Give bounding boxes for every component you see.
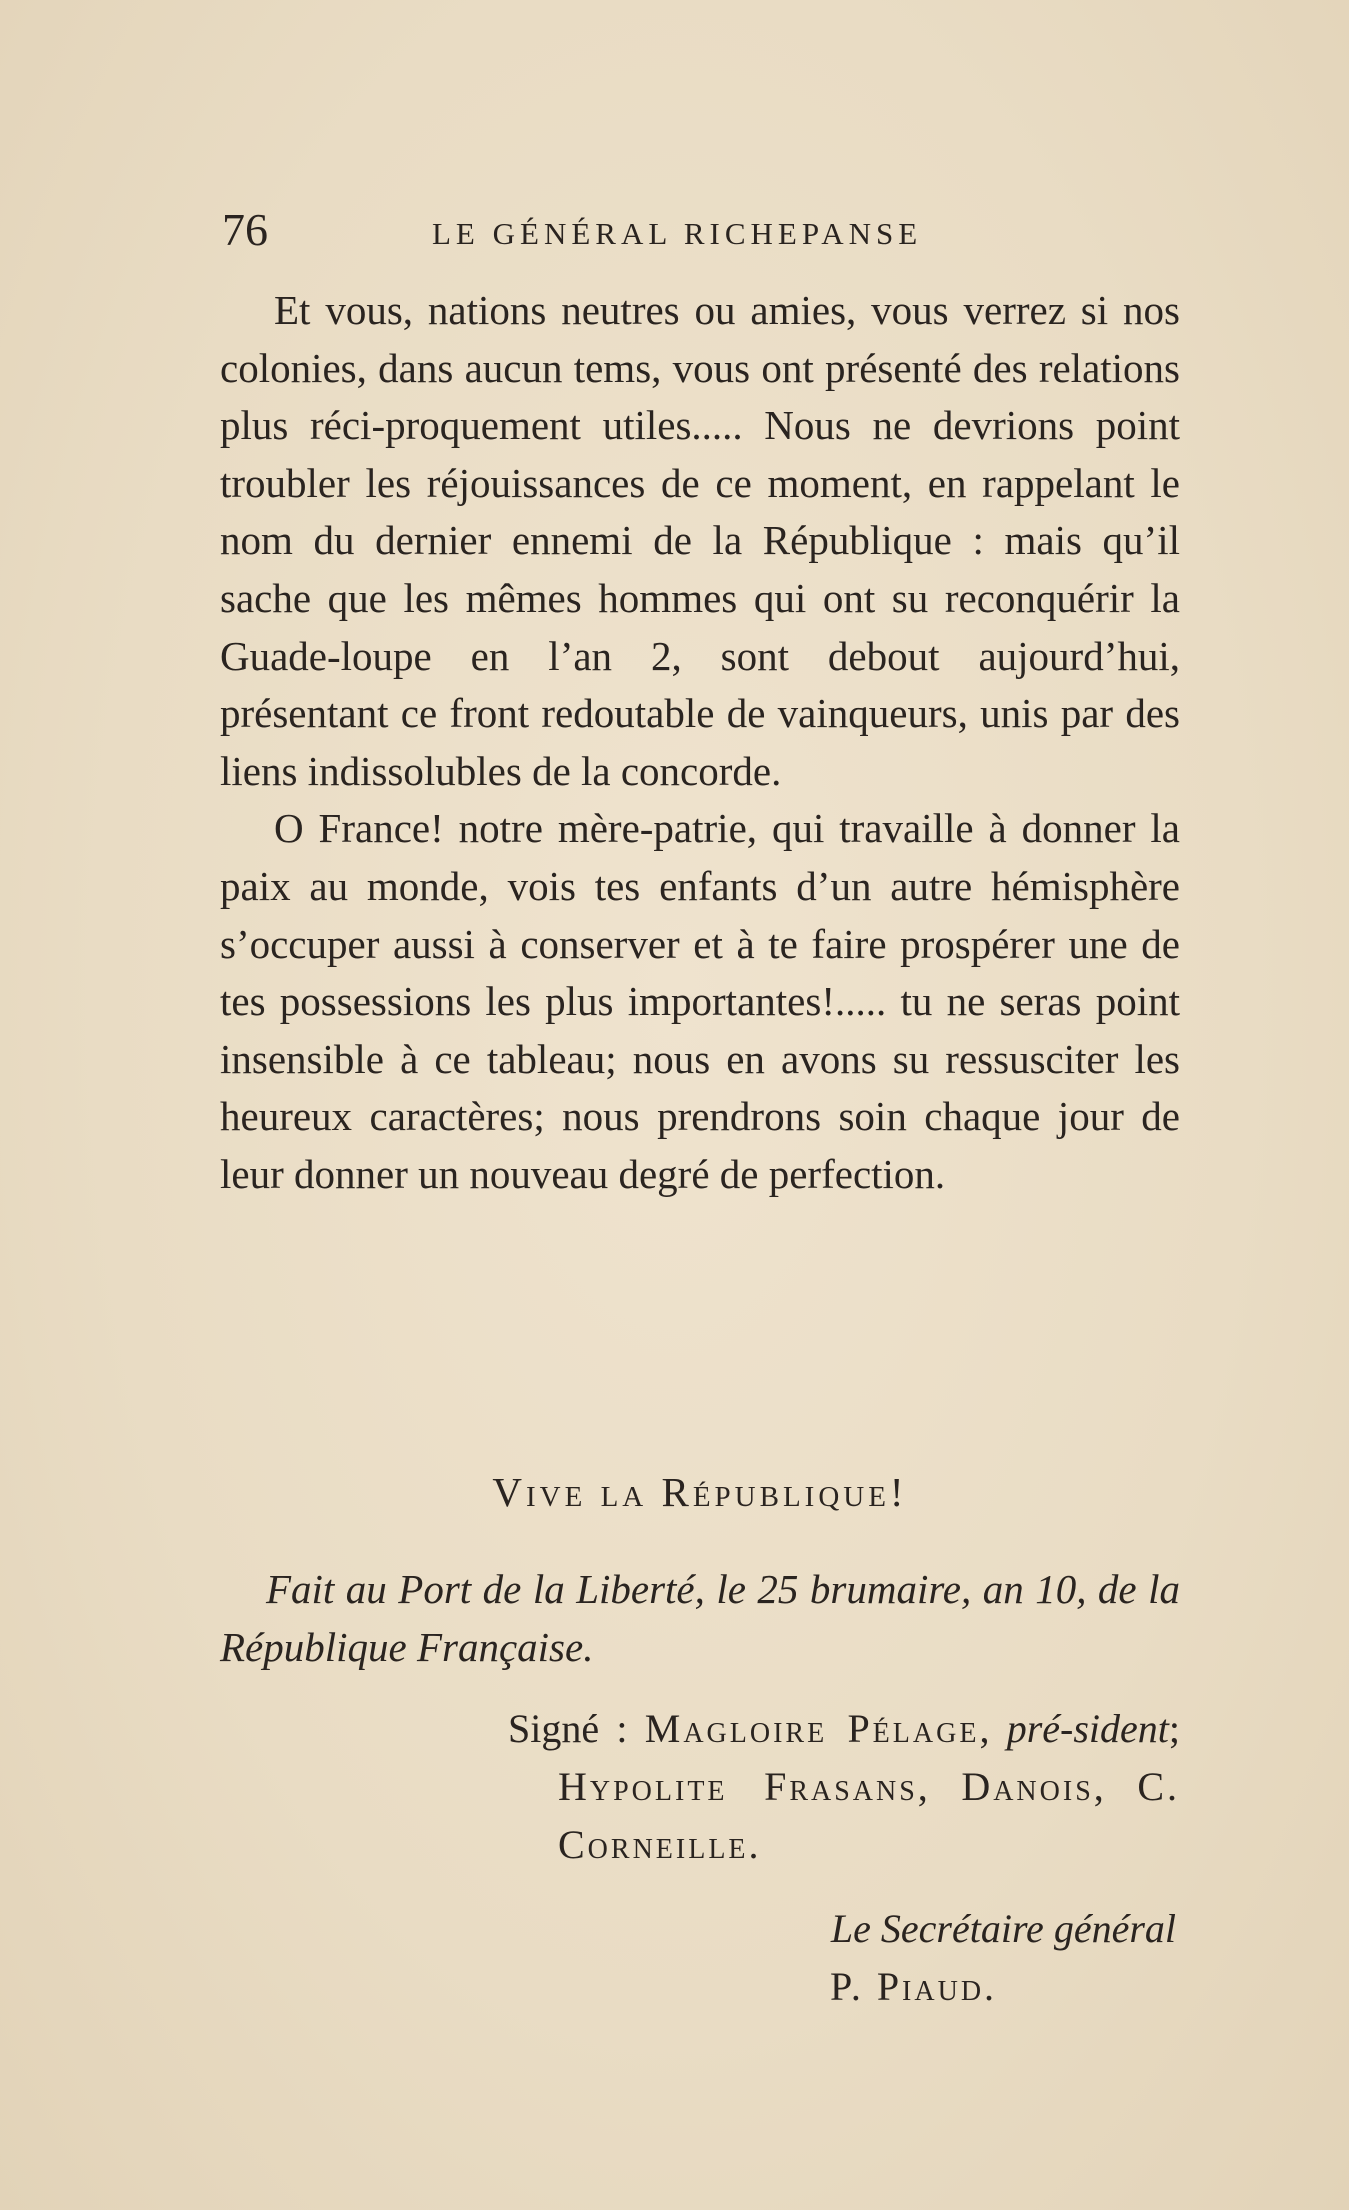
paragraph: Et vous, nations neutres ou amies, vous verrez si nos colonies, dans aucun tems, vous ont présenté des relations plus réci-proquement utiles..... Nous ne devrions point troubler les réjouissances de ce moment, en rappelant le nom du dernier ennemi de la République : mais qu’il sache que les mêmes hommes qui ont su reconquérir la Guade-loupe en l’an 2, sont debout aujourd’hui, présentant ce front redoutable de vainqueurs, unis par des liens indissolubles de la concorde. — [220, 287, 1180, 794]
page-number: 76 — [222, 204, 268, 255]
paragraph: O France! notre mère-patrie, qui travaille à donner la paix au monde, vois tes enfants d’un autre hémisphère s’occuper aussi à conserver et à te faire prospérer une de tes possessions les plus importantes!..... tu ne seras point insensible à ce tableau; nous en avons su ressusciter les heureux caractères; nous prendrons soin chaque jour de leur donner un nouveau degré de perfection. — [220, 805, 1180, 1197]
signed-label: Signé : — [508, 1706, 628, 1751]
secretary-title: Le Secrétaire général — [830, 1906, 1176, 1951]
dateline — [220, 1560, 1180, 1676]
secretary-name: P. Piaud. — [830, 1964, 998, 2009]
signature-line: Signé : Magloire Pélage, pré-sident; Hypolite Frasans, Danois, C. Corneille. — [508, 1706, 1181, 1867]
running-title: LE GÉNÉRAL RICHEPANSE — [432, 216, 923, 251]
acclamation-heading: Vive la République! — [492, 1469, 908, 1515]
signatory-name: Hypolite Frasans — [558, 1764, 918, 1809]
signatures-block — [508, 1700, 1180, 1874]
signatory-role: pré-sident — [1006, 1706, 1169, 1751]
dateline-text: Fait au Port de la Liberté, le 25 brumaire, an 10, de la République Française. — [220, 1566, 1180, 1670]
signatory-name: C. Corneille. — [558, 1764, 1180, 1867]
secretary-block — [220, 1900, 1180, 2016]
signatory-name: Magloire Pélage — [644, 1706, 980, 1751]
running-head — [222, 200, 1182, 260]
signatory-name: Danois — [961, 1764, 1094, 1809]
body-text — [220, 282, 1180, 1204]
